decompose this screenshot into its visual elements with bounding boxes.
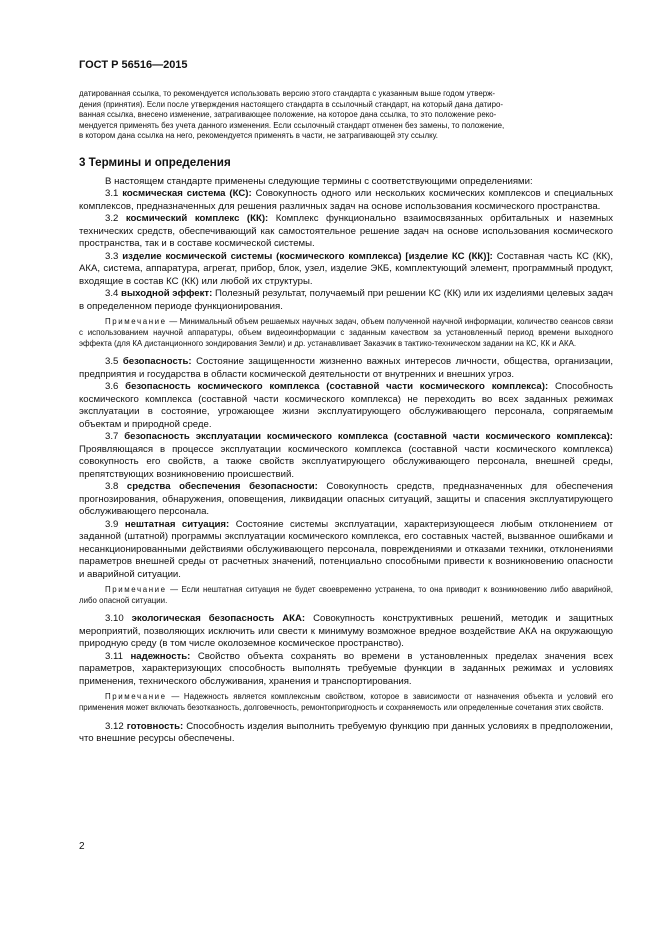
term-3-3 [79,251,613,289]
term-name: безопасность: [122,356,192,368]
term-definition: Состояние защищенности жизненно важных интересов личности, общества, организации, предприятия и государства в области космической деятельности от внутренних и внешних угроз. [79,356,613,380]
term-name: космический комплекс (КК): [125,213,269,225]
term-name: надежность: [130,650,191,662]
page-content [79,89,613,746]
term-number: 3.2 [105,213,119,225]
term-number: 3.3 [105,250,119,262]
term-definition: Совокупность одного или нескольких космических комплексов и специальных комплексов, предназначенных для решения различных задач на основе использования космического пространства. [79,188,613,212]
term-number: 3.8 [105,481,119,493]
term-definition: Состояние системы эксплуатации, характеризующееся любым отклонением от заданной (штатной) программы эксплуатации космического комплекса, его составных частей, вызванное ошибками и несанкционированными действиями обслуживающего персонала, повреждениями и отказами техники, отклонениями параметров внешней среды от расчетных значений, потенциально способными привести к возникновению опасности и аварийной ситуации. [79,518,614,580]
term-definition: Составная часть КС (КК), АКА, система, аппаратура, агрегат, прибор, блок, узел, изделие ЭКБ, комплектующий элемент, программный продукт, входящие в состав КС (КК) или любой их структуры. [79,250,613,287]
term-number: 3.7 [105,431,119,443]
intro-line: мендуется применять без учета данного изменения. Если ссылочный стандарт отменен без замены, то положение, [79,120,505,130]
section-heading: 3 Термины и определения [79,155,231,169]
term-3-11 [79,651,613,689]
term-name: нештатная ситуация: [124,518,230,530]
intro-line: датированная ссылка, то рекомендуется использовать версию этого стандарта с указанным выше годом утверж- [79,89,496,98]
document-header: ГОСТ Р 56516—2015 [79,59,188,71]
term-name: средства обеспечения безопасности: [126,481,318,493]
term-definition: Проявляющаяся в процессе эксплуатации космического комплекса (составной части космического комплекса) совокупность его свойств, а также свойств эксплуатирующего обслуживающего персонала, внешней среды, препятствующих возникновению происшествий. [79,443,613,480]
term-number: 3.9 [105,518,119,530]
term-number: 3.11 [105,650,123,662]
term-name: изделие космической системы (космического комплекса) [изделие КС (КК)]: [122,250,493,262]
term-3-7 [79,431,613,481]
note-text: — Надежность является комплексным свойством, которое в зависимости от назначения объекта и условий его применения может включать безотказность, долговечность, ремонтопригодность и сохраняемость или определенные сочетания этих свойств. [79,692,613,713]
term-definition: Совокупность средств, предназначенных для обеспечения прогнозирования, обнаружения, оповещения, ликвидации опасных ситуаций, защиты и спасения эксплуатирующего обслуживающего персонала. [79,481,614,518]
note-1 [79,317,613,349]
term-3-8 [79,481,613,519]
term-number: 3.6 [105,381,119,393]
term-name: безопасность эксплуатации космического комплекса (составной части космического комплекса): [124,431,613,443]
intro-line: в котором дана ссылка на него, рекомендуется применять в части, не затрагивающей эту ссылку. [79,131,438,141]
note-3 [79,692,613,713]
term-name: космическая система (КС): [122,188,252,200]
lead-paragraph: В настоящем стандарте применены следующие термины с соответствующими определениями: [105,175,533,187]
term-number: 3.10 [105,613,124,625]
note-text: — Если нештатная ситуация не будет своевременно устранена, то она приводит к возникновению либо аварийной, либо опасной ситуации. [79,585,613,605]
term-3-10 [79,613,613,651]
term-number: 3.5 [105,356,119,368]
term-3-9 [79,519,613,582]
note-2 [79,585,613,606]
intro-line: ванная ссылка, внесено изменение, затрагивающее положение, на которое дана ссылка, то это положение реко- [79,110,497,120]
term-definition: Полезный результат, получаемый при решении КС (КК) или их изделиями целевых задач в определенном периоде функционирования. [79,288,614,312]
page-number: 2 [79,841,85,852]
note-label: Примечание [105,692,167,702]
note-label: Примечание [105,585,167,595]
term-number: 3.4 [105,288,119,300]
intro-line: дения (принятия). Если после утверждения настоящего стандарта в ссылочный стандарт, на который дана датиро- [79,99,503,109]
term-3-6 [79,381,613,431]
term-definition: Свойство объекта сохранять во времени в установленных пределах значения всех параметров, характеризующих способность выполнять требуемые функции в заданных режимах и условиях применения, технического обслуживания, хранения и транспортирования. [79,650,613,687]
term-name: безопасность космического комплекса (составной части космического комплекса): [125,381,549,393]
intro-paragraph [79,89,613,142]
term-3-2 [79,213,613,251]
term-definition: Комплекс функционально взаимосвязанных орбитальных и наземных технических средств, обеспечивающий как самостоятельное решение задач на основе использования космического пространства, так и в составе космической системы. [79,213,613,250]
term-name: готовность: [126,720,184,732]
term-definition: Совокупность конструктивных решений, методик и защитных мероприятий, позволяющих исключить или свести к минимуму возможное вредное воздействие АКА на окружающую природную среду (в том числе околоземное космическое пространство). [79,613,614,650]
term-definition: Способность космического комплекса (составной части космического комплекса) не переходить во всех заданных режимах эксплуатации в состояние, угрожающее жизни эксплуатирующего обслуживающего персонала, сопрягаемым объектам и природной среде. [79,381,613,430]
term-number: 3.1 [105,188,119,200]
term-name: выходной эффект: [121,288,213,300]
note-text: — Минимальный объем решаемых научных задач, объем полученной научной информации, количество сеансов связи с использованием научной аппаратуры, объем видеоинформации с заданным качеством за установленный период времени выходного эффекта (для КА дистанционного зондирования Земли) и др. устанавливает Заказчик в тактико-техническом задании на КС, КК и АКА. [79,317,613,348]
term-name: экологическая безопасность АКА: [131,613,306,625]
term-number: 3.12 [105,720,124,732]
term-3-5 [79,356,613,381]
term-3-1 [79,188,613,213]
term-definition: Способность изделия выполнить требуемую функцию при данных условиях в предположении, что внешние ресурсы обеспечены. [79,720,613,745]
note-label: Примечание [105,317,167,327]
term-3-12 [79,721,613,746]
term-3-4 [79,288,613,313]
